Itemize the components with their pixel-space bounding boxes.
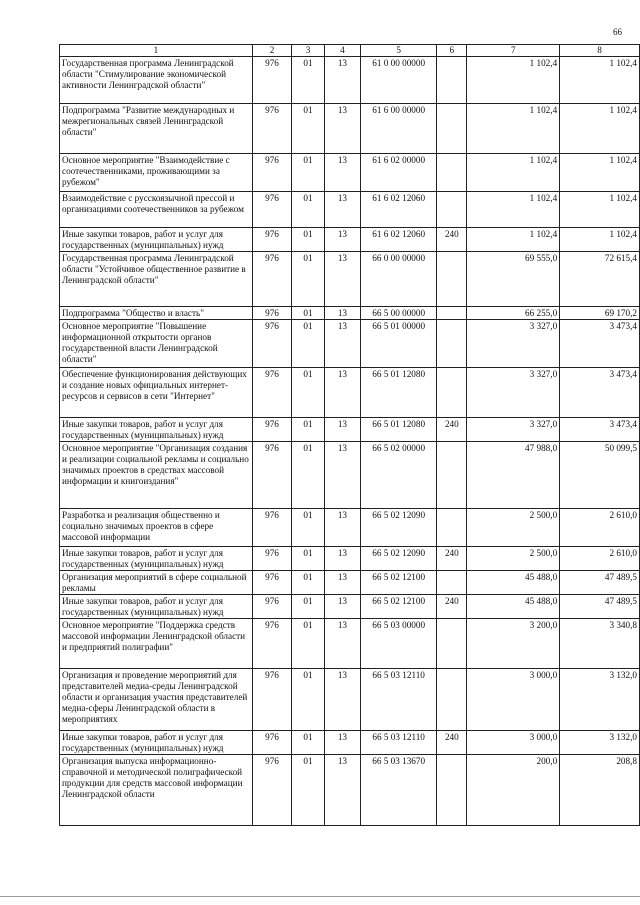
header-cell: 4: [324, 45, 360, 57]
table-row: [60, 368, 640, 418]
code-admin-cell: 976: [252, 571, 291, 595]
code-admin-cell: 976: [252, 368, 291, 418]
code-admin-cell: 976: [252, 595, 291, 619]
code-subsection-cell: 13: [324, 571, 360, 595]
target-article-cell: 66 5 01 00000: [361, 320, 437, 368]
code-section-cell: 01: [292, 57, 325, 104]
amount-year1-cell: 1 102,4: [467, 57, 560, 104]
expense-type-cell: [437, 669, 467, 731]
code-subsection-cell: 13: [324, 307, 360, 320]
target-article-cell: 66 5 03 00000: [361, 619, 437, 669]
row-name-cell: Обеспечение функционирования действующих и создание новых официальных интернет-ресурсов и сервисов в сети "Интернет": [60, 368, 253, 418]
table-row: [60, 154, 640, 192]
code-subsection-cell: 13: [324, 320, 360, 368]
expense-type-cell: [437, 57, 467, 104]
row-name-cell: Взаимодействие с русскоязычной прессой и организациями соотечественников за рубежом: [60, 192, 253, 228]
row-name-cell: Государственная программа Ленинградской области "Стимулирование экономической активности Ленинградской области": [60, 57, 253, 104]
expense-type-cell: [437, 307, 467, 320]
target-article-cell: 61 6 00 00000: [361, 104, 437, 154]
expense-type-cell: [437, 252, 467, 307]
code-subsection-cell: 13: [324, 418, 360, 442]
row-name-cell: Основное мероприятие "Поддержка средств массовой информации Ленинградской области и предприятий полиграфии": [60, 619, 253, 669]
amount-year2-cell: 1 102,4: [560, 57, 640, 104]
table-row: [60, 104, 640, 154]
code-admin-cell: 976: [252, 442, 291, 509]
amount-year1-cell: 1 102,4: [467, 228, 560, 252]
code-section-cell: 01: [292, 418, 325, 442]
target-article-cell: 66 5 02 12100: [361, 571, 437, 595]
row-name-cell: Иные закупки товаров, работ и услуг для государственных (муниципальных) нужд: [60, 228, 253, 252]
code-subsection-cell: 13: [324, 104, 360, 154]
row-name-cell: Основное мероприятие "Повышение информационной открытости органов государственной власти Ленинградской области": [60, 320, 253, 368]
amount-year1-cell: 3 327,0: [467, 368, 560, 418]
code-section-cell: 01: [292, 368, 325, 418]
table-row: [60, 669, 640, 731]
table-row: [60, 595, 640, 619]
table-header-row: [60, 45, 640, 57]
code-subsection-cell: 13: [324, 619, 360, 669]
amount-year1-cell: 3 000,0: [467, 669, 560, 731]
code-admin-cell: 976: [252, 192, 291, 228]
code-section-cell: 01: [292, 320, 325, 368]
expense-type-cell: [437, 192, 467, 228]
target-article-cell: 66 5 01 12080: [361, 418, 437, 442]
amount-year1-cell: 45 488,0: [467, 571, 560, 595]
header-cell: 3: [292, 45, 325, 57]
code-admin-cell: 976: [252, 307, 291, 320]
amount-year1-cell: 3 327,0: [467, 418, 560, 442]
target-article-cell: 66 0 00 00000: [361, 252, 437, 307]
amount-year1-cell: 3 000,0: [467, 731, 560, 755]
row-name-cell: Иные закупки товаров, работ и услуг для государственных (муниципальных) нужд: [60, 731, 253, 755]
amount-year2-cell: 3 473,4: [560, 368, 640, 418]
amount-year1-cell: 47 988,0: [467, 442, 560, 509]
code-subsection-cell: 13: [324, 368, 360, 418]
code-subsection-cell: 13: [324, 509, 360, 547]
expense-type-cell: [437, 368, 467, 418]
row-name-cell: Организация и проведение мероприятий для представителей медиа-среды Ленинградской области и организация участия представителей медиа-сферы Ленинградской области в мероприятиях: [60, 669, 253, 731]
table-row: [60, 418, 640, 442]
table-row: [60, 619, 640, 669]
amount-year2-cell: 50 099,5: [560, 442, 640, 509]
expense-type-cell: 240: [437, 731, 467, 755]
table-row: [60, 252, 640, 307]
target-article-cell: 61 6 02 12060: [361, 192, 437, 228]
code-admin-cell: 976: [252, 228, 291, 252]
code-admin-cell: 976: [252, 755, 291, 826]
target-article-cell: 66 5 02 12090: [361, 509, 437, 547]
amount-year1-cell: 200,0: [467, 755, 560, 826]
row-name-cell: Иные закупки товаров, работ и услуг для государственных (муниципальных) нужд: [60, 595, 253, 619]
amount-year2-cell: 3 132,0: [560, 669, 640, 731]
table-row: [60, 755, 640, 826]
code-admin-cell: 976: [252, 252, 291, 307]
amount-year2-cell: 3 132,0: [560, 731, 640, 755]
code-admin-cell: 976: [252, 57, 291, 104]
row-name-cell: Иные закупки товаров, работ и услуг для государственных (муниципальных) нужд: [60, 418, 253, 442]
code-section-cell: 01: [292, 252, 325, 307]
target-article-cell: 66 5 01 12080: [361, 368, 437, 418]
amount-year2-cell: 3 473,4: [560, 320, 640, 368]
expense-type-cell: 240: [437, 228, 467, 252]
code-admin-cell: 976: [252, 669, 291, 731]
header-cell: 5: [361, 45, 437, 57]
header-cell: 1: [60, 45, 253, 57]
row-name-cell: Организация мероприятий в сфере социальной рекламы: [60, 571, 253, 595]
expense-type-cell: [437, 755, 467, 826]
target-article-cell: 61 6 02 00000: [361, 154, 437, 192]
code-admin-cell: 976: [252, 509, 291, 547]
code-section-cell: 01: [292, 669, 325, 731]
expense-type-cell: 240: [437, 418, 467, 442]
expense-type-cell: [437, 154, 467, 192]
code-section-cell: 01: [292, 509, 325, 547]
code-section-cell: 01: [292, 192, 325, 228]
code-subsection-cell: 13: [324, 547, 360, 571]
code-subsection-cell: 13: [324, 228, 360, 252]
code-section-cell: 01: [292, 104, 325, 154]
row-name-cell: Организация выпуска информационно-справочной и методической полиграфической продукции для средств массовой информации Ленинградской области: [60, 755, 253, 826]
header-cell: 8: [560, 45, 640, 57]
code-section-cell: 01: [292, 442, 325, 509]
page-bottom-rule: [0, 896, 640, 897]
header-cell: 7: [467, 45, 560, 57]
target-article-cell: 66 5 03 12110: [361, 669, 437, 731]
amount-year2-cell: 2 610,0: [560, 509, 640, 547]
amount-year1-cell: 3 327,0: [467, 320, 560, 368]
expense-type-cell: [437, 104, 467, 154]
table-row: [60, 57, 640, 104]
target-article-cell: 66 5 02 12100: [361, 595, 437, 619]
code-subsection-cell: 13: [324, 252, 360, 307]
amount-year2-cell: 3 473,4: [560, 418, 640, 442]
code-subsection-cell: 13: [324, 154, 360, 192]
budget-table: [59, 44, 640, 826]
table-row: [60, 547, 640, 571]
expense-type-cell: 240: [437, 547, 467, 571]
target-article-cell: 61 6 02 12060: [361, 228, 437, 252]
table-row: [60, 192, 640, 228]
target-article-cell: 66 5 03 12110: [361, 731, 437, 755]
code-subsection-cell: 13: [324, 57, 360, 104]
page-number: 66: [613, 27, 622, 37]
row-name-cell: Подпрограмма "Развитие международных и межрегиональных связей Ленинградской области": [60, 104, 253, 154]
amount-year2-cell: 2 610,0: [560, 547, 640, 571]
code-admin-cell: 976: [252, 154, 291, 192]
code-admin-cell: 976: [252, 104, 291, 154]
amount-year1-cell: 1 102,4: [467, 104, 560, 154]
table-row: [60, 307, 640, 320]
row-name-cell: Государственная программа Ленинградской области "Устойчивое общественное развитие в Ленинградской области": [60, 252, 253, 307]
code-subsection-cell: 13: [324, 731, 360, 755]
code-section-cell: 01: [292, 595, 325, 619]
code-admin-cell: 976: [252, 418, 291, 442]
header-cell: 2: [252, 45, 291, 57]
code-section-cell: 01: [292, 547, 325, 571]
amount-year1-cell: 45 488,0: [467, 595, 560, 619]
code-section-cell: 01: [292, 619, 325, 669]
row-name-cell: Основное мероприятие "Организация создания и реализации социальной рекламы и социально значимых проектов в средствах массовой информации и книгоиздания": [60, 442, 253, 509]
table-row: [60, 509, 640, 547]
row-name-cell: Подпрограмма "Общество и власть": [60, 307, 253, 320]
amount-year1-cell: 66 255,0: [467, 307, 560, 320]
amount-year2-cell: 69 170,2: [560, 307, 640, 320]
amount-year2-cell: 1 102,4: [560, 228, 640, 252]
code-section-cell: 01: [292, 571, 325, 595]
amount-year1-cell: 2 500,0: [467, 547, 560, 571]
code-section-cell: 01: [292, 228, 325, 252]
amount-year2-cell: 47 489,5: [560, 571, 640, 595]
code-admin-cell: 976: [252, 619, 291, 669]
amount-year1-cell: 1 102,4: [467, 192, 560, 228]
header-cell: 6: [437, 45, 467, 57]
amount-year1-cell: 3 200,0: [467, 619, 560, 669]
table-row: [60, 442, 640, 509]
row-name-cell: Разработка и реализация общественно и социально значимых проектов в сфере массовой информации: [60, 509, 253, 547]
amount-year2-cell: 72 615,4: [560, 252, 640, 307]
code-section-cell: 01: [292, 731, 325, 755]
amount-year2-cell: 1 102,4: [560, 104, 640, 154]
amount-year2-cell: 47 489,5: [560, 595, 640, 619]
target-article-cell: 66 5 03 13670: [361, 755, 437, 826]
amount-year2-cell: 1 102,4: [560, 192, 640, 228]
expense-type-cell: [437, 320, 467, 368]
expense-type-cell: [437, 571, 467, 595]
amount-year1-cell: 2 500,0: [467, 509, 560, 547]
row-name-cell: Основное мероприятие "Взаимодействие с соотечественниками, проживающими за рубежом": [60, 154, 253, 192]
amount-year2-cell: 208,8: [560, 755, 640, 826]
code-section-cell: 01: [292, 755, 325, 826]
expense-type-cell: [437, 442, 467, 509]
row-name-cell: Иные закупки товаров, работ и услуг для государственных (муниципальных) нужд: [60, 547, 253, 571]
target-article-cell: 66 5 02 00000: [361, 442, 437, 509]
code-admin-cell: 976: [252, 320, 291, 368]
table-row: [60, 320, 640, 368]
table-row: [60, 571, 640, 595]
code-subsection-cell: 13: [324, 755, 360, 826]
table-row: [60, 731, 640, 755]
expense-type-cell: 240: [437, 595, 467, 619]
code-subsection-cell: 13: [324, 669, 360, 731]
expense-type-cell: [437, 619, 467, 669]
target-article-cell: 66 5 00 00000: [361, 307, 437, 320]
code-subsection-cell: 13: [324, 442, 360, 509]
code-section-cell: 01: [292, 307, 325, 320]
amount-year1-cell: 1 102,4: [467, 154, 560, 192]
expense-type-cell: [437, 509, 467, 547]
code-subsection-cell: 13: [324, 192, 360, 228]
target-article-cell: 66 5 02 12090: [361, 547, 437, 571]
code-admin-cell: 976: [252, 547, 291, 571]
amount-year1-cell: 69 555,0: [467, 252, 560, 307]
table-row: [60, 228, 640, 252]
code-admin-cell: 976: [252, 731, 291, 755]
code-section-cell: 01: [292, 154, 325, 192]
code-subsection-cell: 13: [324, 595, 360, 619]
target-article-cell: 61 0 00 00000: [361, 57, 437, 104]
amount-year2-cell: 1 102,4: [560, 154, 640, 192]
amount-year2-cell: 3 340,8: [560, 619, 640, 669]
